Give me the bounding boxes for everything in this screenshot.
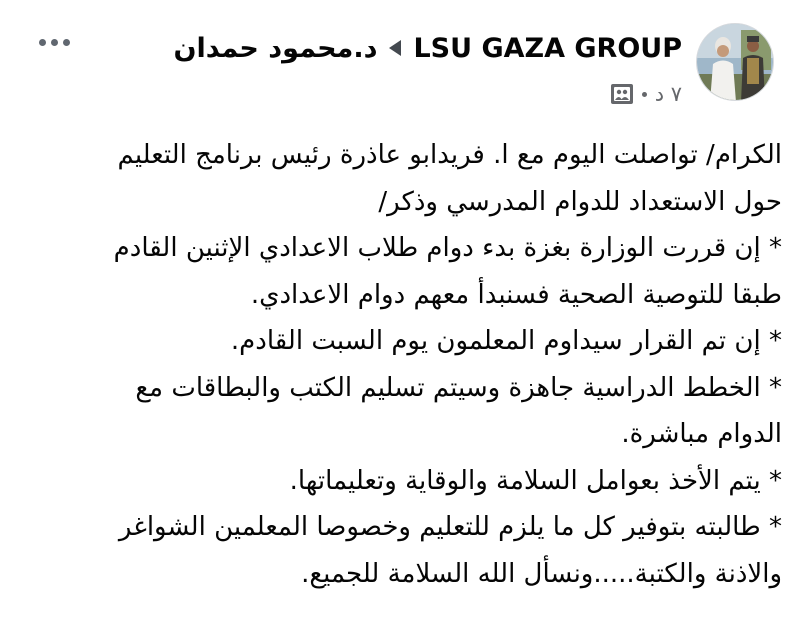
- more-dot-icon: [51, 39, 58, 46]
- post-meta: [610, 80, 682, 108]
- author-avatar[interactable]: [696, 23, 774, 101]
- post-text-line: * الخطط الدراسية جاهزة وسيتم تسليم الكتب والبطاقات مع: [135, 372, 782, 403]
- post-text-line: طبقا للتوصية الصحية فسنبدأ معهم دوام الاعدادي.: [250, 279, 782, 310]
- avatar-photo-icon: [697, 24, 774, 101]
- separator-dot-icon: [642, 92, 647, 97]
- post-text-line: الدوام مباشرة.: [621, 419, 782, 449]
- post-text-line: الكرام/ تواصلت اليوم مع ا. فريدابو عاذرة رئيس برنامج التعليم: [117, 140, 782, 170]
- post-text-line: حول الاستعداد للدوام المدرسي وذكر/: [378, 186, 782, 217]
- group-name-link[interactable]: LSU GAZA GROUP: [413, 32, 682, 64]
- post-text-line: * إن تم القرار سيداوم المعلمون يوم السبت القادم.: [230, 326, 782, 356]
- share-arrow-icon: [389, 40, 401, 56]
- author-name-link[interactable]: د.محمود حمدان: [173, 32, 378, 64]
- post-text-line: * إن قررت الوزارة بغزة بدء دوام طلاب الاعدادي الإثنين القادم: [113, 233, 782, 263]
- more-dot-icon: [63, 39, 70, 46]
- more-options-button[interactable]: [30, 28, 78, 56]
- post-text-line: والاذنة والكتبة.....ونسأل الله السلامة للجميع.: [301, 558, 782, 589]
- post-header: [173, 30, 682, 66]
- group-photo-icon[interactable]: [610, 83, 634, 105]
- post-text-line: * يتم الأخذ بعوامل السلامة والوقاية وتعليماتها.: [289, 465, 782, 496]
- post-timestamp[interactable]: ٧ د: [654, 82, 682, 106]
- post-text: [36, 132, 782, 597]
- more-dot-icon: [39, 39, 46, 46]
- post-text-line: * طالبته بتوفير كل ما يلزم للتعليم وخصوصا المعلمين الشواغر: [118, 512, 782, 542]
